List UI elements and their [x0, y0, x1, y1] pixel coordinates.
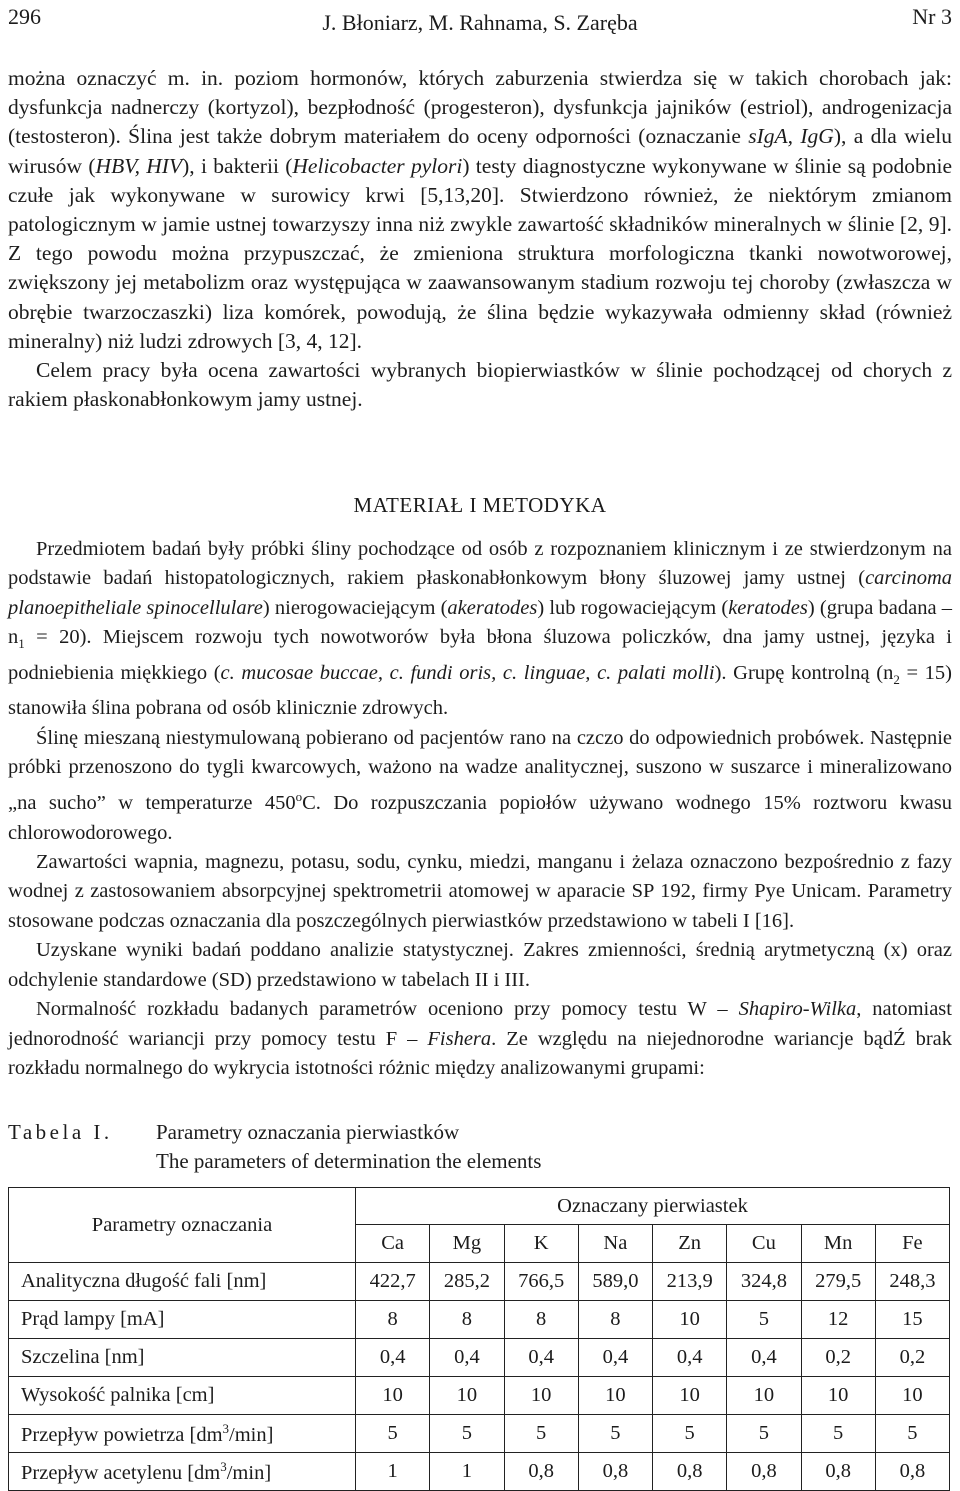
italic-term: keratodes: [728, 596, 808, 619]
table-cell: 8: [430, 1301, 504, 1339]
methods-paragraph-2: [8, 724, 952, 848]
aim-paragraph: Celem pracy była ocena zawartości wybranych biopierwiastków w ślinie pochodzącej od chorych z rakiem płaskonabłonkowym jamy ustnej.: [8, 358, 952, 412]
table-row: [9, 1415, 950, 1453]
methods-paragraph-1: [8, 535, 952, 724]
row-label-text: /min]: [229, 1423, 274, 1446]
page-number: 296: [8, 4, 41, 29]
table-cell: 15: [875, 1301, 949, 1339]
table-title-pl: Parametry oznaczania pierwiastków: [156, 1120, 460, 1144]
table-cell: 0,2: [801, 1339, 875, 1377]
row-label-text: Przepływ powietrza [dm: [21, 1423, 223, 1446]
row-label-text: Przepływ acetylenu [dm: [21, 1461, 221, 1484]
table-cell: 0,8: [578, 1453, 652, 1491]
text-run: ) testy diagnostyczne wykonywane w ślinie są podobnie czułe jak wykonywane w surowicy krwi [5,13,20]. Stwierdzono również, że niektórym zmianom patologicznym w jamie ustnej towarzyszy inna niż zwykle zawartość składników mineralnych w ślinie [2, 9]. Z tego powodu można przypuszczać, że zmieniona struktura morfologiczna tkanki nowotworowej, zwiększony jej metabolizm oraz występująca w zaawansowanym stadium rozwoju tej choroby (zwłaszcza w obrębie twarzoczaszki) liza komórek, powodują, że ślina będzie wykazywała odmienny skład (również mineralny) niż ludzi zdrowych [3, 4, 12].: [8, 153, 953, 353]
element-header: Ca: [356, 1225, 430, 1263]
text-run: Normalność rozkładu badanych parametrów oceniono przy pomocy testu W –: [36, 998, 739, 1021]
element-header: Zn: [653, 1225, 727, 1263]
text-run: Przedmiotem badań były próbki śliny pochodzące od osób z rozpoznaniem klinicznym i ze stwierdzonym na podstawie badań histopatologicznych, rakiem płaskonabłonkowym błony śluzowej jamy ustnej (: [8, 538, 952, 590]
table-cell: 10: [430, 1377, 504, 1415]
table-cell: 10: [356, 1377, 430, 1415]
intro-section: [8, 64, 952, 414]
text-run: ), i bakterii (: [182, 153, 293, 178]
section-title: MATERIAŁ I METODYKA: [353, 493, 607, 517]
issue-number: Nr 3: [912, 4, 952, 29]
element-header: K: [504, 1225, 578, 1263]
table-cell: 0,8: [504, 1453, 578, 1491]
table-cell: 213,9: [653, 1263, 727, 1301]
table-cell: 10: [653, 1301, 727, 1339]
element-header: Na: [578, 1225, 652, 1263]
italic-term: Fishera: [427, 1027, 492, 1050]
table-row: [9, 1263, 950, 1301]
table-cell: 5: [727, 1301, 801, 1339]
methods-paragraph-3: Zawartości wapnia, magnezu, potasu, sodu, cynku, miedzi, manganu i żelaza oznaczono bezpośrednio z fazy wodnej z zastosowaniem absorpcyjnej spektrometrii atomowej w aparacie SP 192, firmy Pye Unicam. Parametry stosowane podczas oznaczania dla poszczególnych pierwiastków przedstawiono w tabeli I [16].: [8, 851, 952, 932]
table-cell: 0,8: [875, 1453, 949, 1491]
superscript: 3: [222, 1420, 230, 1436]
running-head: [8, 2, 952, 38]
italic-term: HBV, HIV: [95, 153, 183, 178]
table-cell: 5: [801, 1415, 875, 1453]
text-run: C. Do rozpuszczania popiołów używano wodnego 15% roztworu kwasu chlorowodorowego.: [8, 792, 952, 844]
superscript: o: [295, 789, 303, 805]
table-cell: 10: [801, 1377, 875, 1415]
table-cell: 5: [578, 1415, 652, 1453]
text-run: Ślinę mieszaną niestymulowaną pobierano od pacjentów rano na czczo do odpowiednich probówek. Następnie próbki przenoszono do tygli kwarcowych, ważono na wadze analitycznej, suszono w suszarce i mineralizowano „na sucho” w temperaturze 450: [8, 726, 952, 815]
table-cell: 10: [653, 1377, 727, 1415]
table-cell: 589,0: [578, 1263, 652, 1301]
table-cell: 10: [504, 1377, 578, 1415]
table-cell: 10: [875, 1377, 949, 1415]
table-cell: 0,4: [653, 1339, 727, 1377]
row-label: Analityczna długość fali [nm]: [9, 1263, 356, 1301]
table-cell: 0,4: [504, 1339, 578, 1377]
table-cell: 10: [727, 1377, 801, 1415]
text-run: ) lub rogowaciejącym (: [537, 596, 729, 619]
row-label: Szczelina [nm]: [9, 1339, 356, 1377]
table-cell: 766,5: [504, 1263, 578, 1301]
italic-term: akeratodes: [447, 596, 538, 619]
table-cell: 1: [356, 1453, 430, 1491]
table-cell: 0,8: [801, 1453, 875, 1491]
table-cell: 422,7: [356, 1263, 430, 1301]
table-cell: 1: [430, 1453, 504, 1491]
text-run: , natomiast jednorodność wariancji przy pomocy testu F –: [8, 998, 952, 1050]
italic-term: c. mucosae buccae, c. fundi oris, c. linguae, c. palati molli: [220, 661, 715, 684]
table-cell: 0,4: [356, 1339, 430, 1377]
table-cell: 0,4: [430, 1339, 504, 1377]
table-cell: 0,8: [727, 1453, 801, 1491]
table-cell: 248,3: [875, 1263, 949, 1301]
element-header: Mn: [801, 1225, 875, 1263]
table-label: Tabela I.: [8, 1120, 113, 1144]
table-row: [9, 1301, 950, 1339]
text-run: można oznaczyć m. in. poziom hormonów, których zaburzenia stwierdza się w takich chorobach jak: dysfunkcja nadnerczy (kortyzol), bezpłodność (progesteron), dysfunkcja jajników (estriol), androgenizacja (testosteron). Ślina jest także dobrym materiałem do oceny odporności (oznaczanie: [8, 66, 952, 149]
table-cell: 8: [578, 1301, 652, 1339]
table-cell: 285,2: [430, 1263, 504, 1301]
table-cell: 5: [504, 1415, 578, 1453]
table-title-en: The parameters of determination the elements: [156, 1149, 542, 1173]
text-run: . Ze względu na niejednorodne wariancje bądŹ brak rozkładu normalnego do wykrycia istotności różnic między analizowanymi grupami:: [8, 1027, 952, 1079]
row-label: [9, 1415, 356, 1453]
table-header-row: [9, 1188, 950, 1225]
table-cell: 324,8: [727, 1263, 801, 1301]
table-cell: 8: [504, 1301, 578, 1339]
text-run: ) (grupa badana – n: [8, 596, 953, 649]
subscript: 1: [18, 636, 25, 652]
table-cell: 0,4: [578, 1339, 652, 1377]
table-cell: 5: [727, 1415, 801, 1453]
superscript: 3: [220, 1458, 227, 1474]
table-cell: 0,4: [727, 1339, 801, 1377]
table-row: [9, 1453, 950, 1491]
table-cell: 5: [653, 1415, 727, 1453]
table-cell: 5: [430, 1415, 504, 1453]
methods-section: [8, 535, 952, 1083]
table-cell: 12: [801, 1301, 875, 1339]
row-label: Wysokość palnika [cm]: [9, 1377, 356, 1415]
text-run: ), a dla wielu wirusów (: [8, 124, 952, 178]
italic-term: carcinoma planoepitheliale spinocellulare: [8, 567, 952, 619]
text-run: ) nierogowaciejącym (: [262, 596, 448, 619]
table-cell: 279,5: [801, 1263, 875, 1301]
element-header: Fe: [875, 1225, 949, 1263]
subscript: 2: [893, 671, 900, 687]
element-header: Cu: [727, 1225, 801, 1263]
intro-paragraph: [8, 64, 952, 356]
methods-paragraph-5: [8, 995, 952, 1083]
running-head-authors: J. Błoniarz, M. Rahnama, S. Zaręba: [322, 10, 638, 35]
table-cell: 8: [356, 1301, 430, 1339]
row-label-text: /min]: [226, 1461, 272, 1484]
table-row: [9, 1339, 950, 1377]
element-group-header: Oznaczany pierwiastek: [356, 1188, 950, 1225]
table-cell: 0,8: [653, 1453, 727, 1491]
text-run: ). Grupę kontrolną (n: [714, 661, 894, 684]
italic-term: Helicobacter pylori: [292, 153, 463, 178]
element-header: Mg: [430, 1225, 504, 1263]
row-label: Prąd lampy [mA]: [9, 1301, 356, 1339]
table-row: [9, 1377, 950, 1415]
param-column-header: Parametry oznaczania: [9, 1188, 356, 1263]
text-run: = 15) stanowiła ślina pobrana od osób klinicznie zdrowych.: [8, 661, 953, 720]
italic-term: Shapiro-Wilka: [738, 998, 857, 1021]
italic-term: sIgA, IgG: [748, 124, 834, 149]
row-label: [9, 1453, 356, 1491]
table-cell: 10: [578, 1377, 652, 1415]
text-run: = 20). Miejscem rozwoju tych nowotworów była błona śluzowa policzków, dna jamy ustnej, języka i podniebienia miękkiego (: [8, 626, 952, 684]
methods-paragraph-4: Uzyskane wyniki badań poddano analizie statystycznej. Zakres zmienności, średnią arytmetyczną (x) oraz odchylenie standardowe (SD) przedstawiono w tabelach II i III.: [8, 939, 952, 991]
table-cell: 0,2: [875, 1339, 949, 1377]
table-cell: 5: [356, 1415, 430, 1453]
table-cell: 5: [875, 1415, 949, 1453]
parameters-table: [8, 1187, 950, 1491]
